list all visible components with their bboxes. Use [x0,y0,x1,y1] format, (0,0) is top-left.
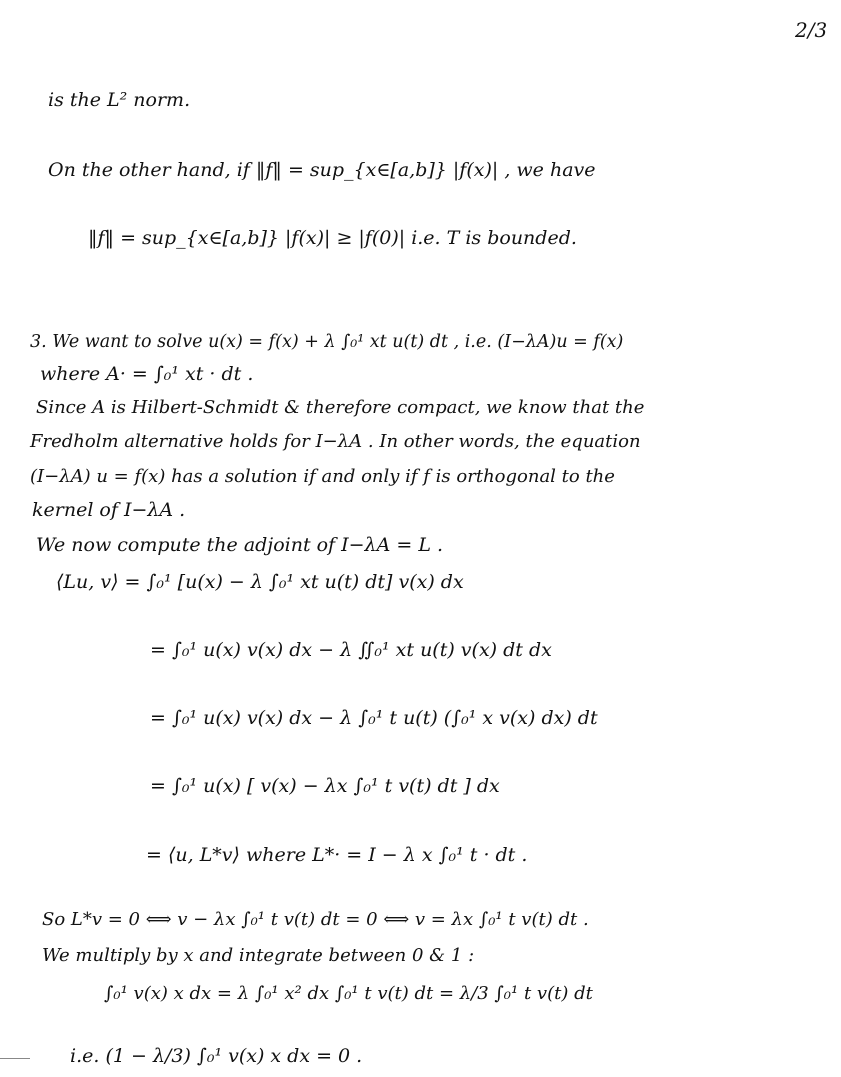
text-line-19: i.e. (1 − λ/3) ∫₀¹ v(x) x dx = 0 . [70,1045,363,1067]
text-line-10: We now compute the adjoint of I−λA = L . [36,534,444,556]
text-line-5: where A· = ∫₀¹ xt · dt . [40,363,254,385]
text-line-14: = ∫₀¹ u(x) [ v(x) − λx ∫₀¹ t v(t) dt ] dx [150,775,500,797]
text-line-2: On the other hand, if ‖f‖ = sup_{x∈[a,b]} |f(x)| , we have [48,159,596,181]
scan-edge-mark [0,1058,30,1059]
text-line-4: 3. We want to solve u(x) = f(x) + λ ∫₀¹ xt u(t) dt , i.e. (I−λA)u = f(x) [30,332,624,352]
text-line-6: Since A is Hilbert-Schmidt & therefore compact, we know that the [36,397,645,418]
text-line-9: kernel of I−λA . [32,499,186,521]
page-number: 2/3 [795,18,828,42]
text-line-15: = ⟨u, L*v⟩ where L*· = I − λ x ∫₀¹ t · dt . [146,844,528,866]
text-line-18: ∫₀¹ v(x) x dx = λ ∫₀¹ x² dx ∫₀¹ t v(t) dt = λ/3 ∫₀¹ t v(t) dt [104,983,593,1004]
text-line-13: = ∫₀¹ u(x) v(x) dx − λ ∫₀¹ t u(t) (∫₀¹ x v(x) dx) dt [150,707,598,729]
text-line-3: ‖f‖ = sup_{x∈[a,b]} |f(x)| ≥ |f(0)| i.e. T is bounded. [88,227,577,249]
text-line-1: is the L² norm. [48,89,191,111]
text-line-12: = ∫₀¹ u(x) v(x) dx − λ ∬₀¹ xt u(t) v(x) dt dx [150,639,552,661]
text-line-11: ⟨Lu, v⟩ = ∫₀¹ [u(x) − λ ∫₀¹ xt u(t) dt] v(x) dx [56,571,464,593]
text-line-8: (I−λA) u = f(x) has a solution if and only if f is orthogonal to the [30,466,615,487]
text-line-16: So L*v = 0 ⟺ v − λx ∫₀¹ t v(t) dt = 0 ⟺ v = λx ∫₀¹ t v(t) dt . [42,909,589,930]
text-line-17: We multiply by x and integrate between 0 & 1 : [42,945,475,966]
text-line-7: Fredholm alternative holds for I−λA . In other words, the equation [30,431,641,452]
